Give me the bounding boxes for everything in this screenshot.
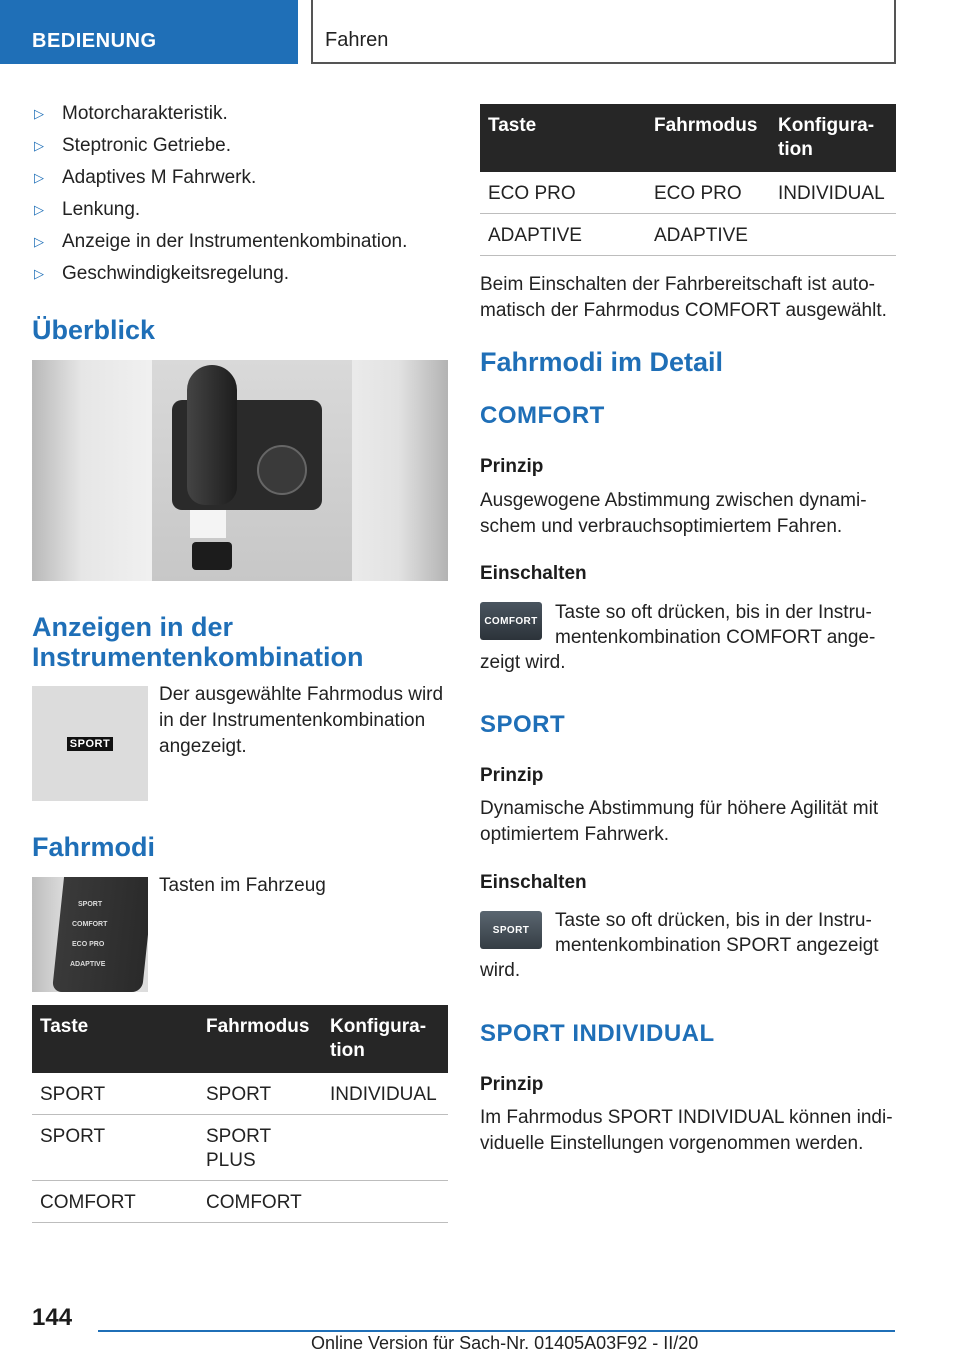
sport-principle-text: Dynamische Abstimmung für höhere Agilität mit optimiertem Fahrwerk. (480, 798, 879, 845)
modes-text: Tasten im Fahrzeug (159, 875, 326, 896)
comfort-activate-text: Taste so oft drücken, bis in der Instru- (555, 602, 872, 623)
modes-table-left (32, 1005, 448, 1223)
sport-activate-text: Taste so oft drücken, bis in der Instru- (555, 910, 872, 931)
comfort-key-icon: COMFORT (480, 602, 542, 640)
footer-version: Online Version für Sach-Nr. 01405A03F92 - II/20 (311, 1333, 699, 1353)
page-number: 144 (32, 1304, 73, 1331)
table-header: Taste (480, 104, 646, 172)
comfort-activate-text: mentenkombination COMFORT ange- (555, 627, 876, 648)
table-row: ECO PRO ECO PRO INDIVIDUAL (480, 172, 896, 214)
table-row: COMFORT COMFORT (32, 1181, 448, 1223)
comfort-activate-label: Einschalten (480, 563, 587, 584)
footer-divider (98, 1330, 895, 1332)
modes-table-right (480, 104, 896, 256)
left-column (32, 98, 448, 290)
sport-display-label: SPORT (67, 737, 113, 751)
section-title: BEDIENUNG (32, 30, 157, 52)
sport-key-icon: SPORT (480, 911, 542, 949)
section-tab (0, 0, 298, 64)
table-header: Konfigura- tion (770, 104, 896, 172)
triangle-bullet-icon: ▷ (34, 202, 44, 217)
detail-heading: Fahrmodi im Detail (480, 347, 724, 377)
feature-list (32, 98, 448, 290)
display-text: Der ausgewählte Fahrmodus wird in der Instrumentenkombination angezeigt. (159, 684, 444, 757)
list-item: ▷ Steptronic Getriebe. (32, 130, 448, 162)
sport-activate-label: Einschalten (480, 872, 587, 893)
list-item: ▷ Motorcharakteristik. (32, 98, 448, 130)
mode-buttons-photo: SPORT COMFORT ECO PRO ADAPTIVE (32, 877, 148, 992)
gear-selector-photo (32, 360, 448, 581)
sport-heading: SPORT (480, 711, 566, 738)
sport-individual-principle-text: Im Fahrmodus SPORT INDIVIDUAL können indi-viduelle Einstellungen vorgenommen werden. (480, 1107, 893, 1154)
triangle-bullet-icon: ▷ (34, 266, 44, 281)
list-item: ▷ Anzeige in der Instrumentenkombination. (32, 226, 448, 258)
table-row: ADAPTIVE ADAPTIVE (480, 214, 896, 256)
triangle-bullet-icon: ▷ (34, 234, 44, 249)
list-item: ▷ Adaptives M Fahrwerk. (32, 162, 448, 194)
table-header: Taste (32, 1005, 198, 1073)
table-header: Fahrmodus (198, 1005, 322, 1073)
table-row: SPORT SPORT PLUS (32, 1115, 448, 1181)
sport-principle-label: Prinzip (480, 765, 544, 786)
comfort-principle-text: Ausgewogene Abstimmung zwischen dynami-schem und verbrauchsoptimiertem Fahren. (480, 490, 867, 537)
comfort-principle-label: Prinzip (480, 456, 544, 477)
chapter-title: Fahren (325, 29, 389, 51)
triangle-bullet-icon: ▷ (34, 170, 44, 185)
sport-display-image (32, 686, 148, 801)
table-row: SPORT SPORT INDIVIDUAL (32, 1073, 448, 1115)
display-heading: Anzeigen in der Instrumentenkombination (32, 612, 364, 672)
chapter-tab (311, 0, 896, 64)
sport-individual-heading: SPORT INDIVIDUAL (480, 1020, 715, 1047)
list-item: ▷ Geschwindigkeitsregelung. (32, 258, 448, 290)
comfort-heading: COMFORT (480, 402, 605, 429)
overview-heading: Überblick (32, 315, 156, 345)
sport-activate-text: wird. (480, 960, 521, 981)
sport-individual-principle-label: Prinzip (480, 1074, 544, 1095)
table-header: Fahrmodus (646, 104, 770, 172)
triangle-bullet-icon: ▷ (34, 138, 44, 153)
comfort-activate-text: zeigt wird. (480, 652, 566, 673)
modes-heading: Fahrmodi (32, 832, 156, 862)
sport-activate-text: mentenkombination SPORT angezeigt (555, 935, 879, 956)
table-header: Konfigura- tion (322, 1005, 448, 1073)
intro-text: Beim Einschalten der Fahrbereitschaft ist auto-matisch der Fahrmodus COMFORT ausgewählt. (480, 274, 887, 321)
list-item: ▷ Lenkung. (32, 194, 448, 226)
triangle-bullet-icon: ▷ (34, 106, 44, 121)
